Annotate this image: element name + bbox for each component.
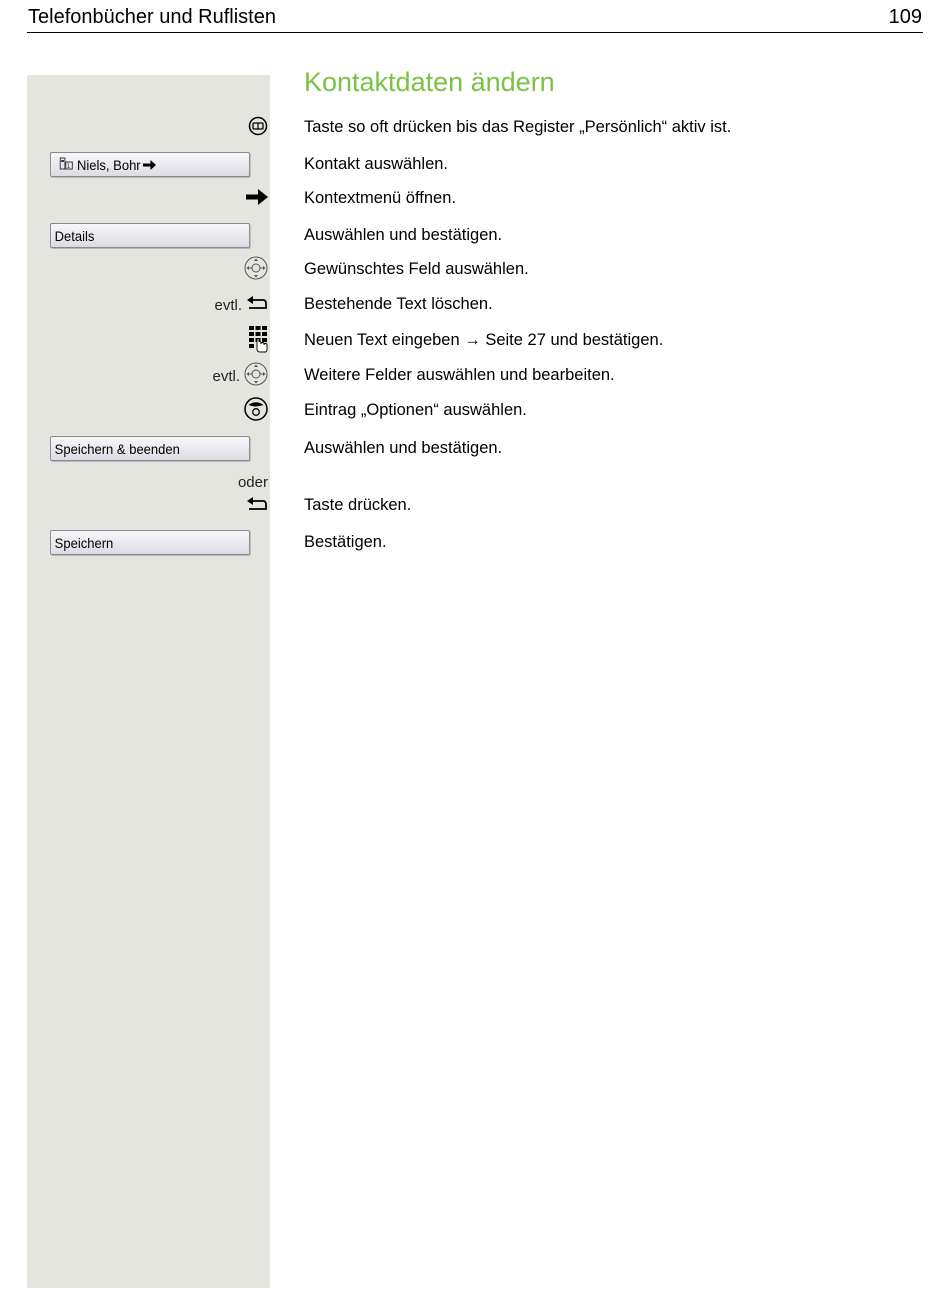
navigate-down-icon: [244, 397, 268, 426]
header-divider: [27, 32, 923, 33]
save-softkey[interactable]: [50, 530, 250, 555]
step-row: [0, 363, 950, 389]
step-text: Bestätigen.: [304, 533, 387, 551]
step-text: Weitere Felder auswählen und bearbeiten.: [304, 366, 615, 384]
contact-entry-icon: [59, 156, 73, 174]
arrow-right-icon: [246, 189, 268, 210]
step-row: [0, 152, 950, 178]
step-row: [0, 223, 950, 249]
phonebook-key-icon: [248, 116, 268, 141]
header-title: Telefonbücher und Ruflisten: [28, 6, 276, 28]
contact-softkey[interactable]: [50, 152, 250, 177]
softkey-label: Details: [54, 227, 95, 244]
step-row: [0, 257, 950, 283]
step-row: [0, 186, 950, 212]
step-row: [0, 115, 950, 141]
softkey-label: Speichern: [54, 534, 114, 551]
step-text: Kontakt auswählen.: [304, 155, 449, 173]
step-text: Eintrag „Optionen“ auswählen.: [304, 401, 527, 419]
step-text: Auswählen und bestätigen.: [304, 226, 503, 244]
optional-prefix: evtl.: [212, 367, 240, 385]
step-text: Kontextmenü öffnen.: [304, 189, 456, 207]
step-row: [0, 328, 950, 354]
step-row: [0, 292, 950, 318]
keypad-icon: [248, 325, 268, 358]
arrow-right-icon: [143, 157, 156, 173]
page-number: 109: [888, 6, 922, 28]
step-row: [0, 436, 950, 462]
softkey-label: Speichern & beenden: [54, 440, 180, 457]
optional-prefix: evtl.: [214, 296, 242, 314]
svg-text:1: 1: [66, 163, 71, 170]
step-row: [0, 493, 950, 519]
step-text: Taste drücken.: [304, 496, 412, 514]
back-key-icon: [246, 295, 268, 316]
step-text: Auswählen und bestätigen.: [304, 439, 503, 457]
step-text: Gewünschtes Feld auswählen.: [304, 260, 529, 278]
save-and-exit-softkey[interactable]: [50, 436, 250, 461]
step-text: Bestehende Text löschen.: [304, 295, 493, 313]
navigation-ring-icon: [244, 256, 268, 285]
step-text: Neuen Text eingeben → Seite 27 und bestätigen.: [304, 331, 664, 349]
section-title: Kontaktdaten ändern: [304, 67, 555, 97]
softkey-label: Niels, Bohr: [76, 156, 141, 173]
navigation-ring-icon: [244, 362, 268, 391]
step-row: [0, 530, 950, 556]
back-key-icon: [246, 496, 268, 517]
details-softkey[interactable]: [50, 223, 250, 248]
step-text: Taste so oft drücken bis das Register „Persönlich“ aktiv ist.: [304, 118, 732, 136]
alternative-label: oder: [237, 474, 268, 491]
step-row: [0, 398, 950, 424]
